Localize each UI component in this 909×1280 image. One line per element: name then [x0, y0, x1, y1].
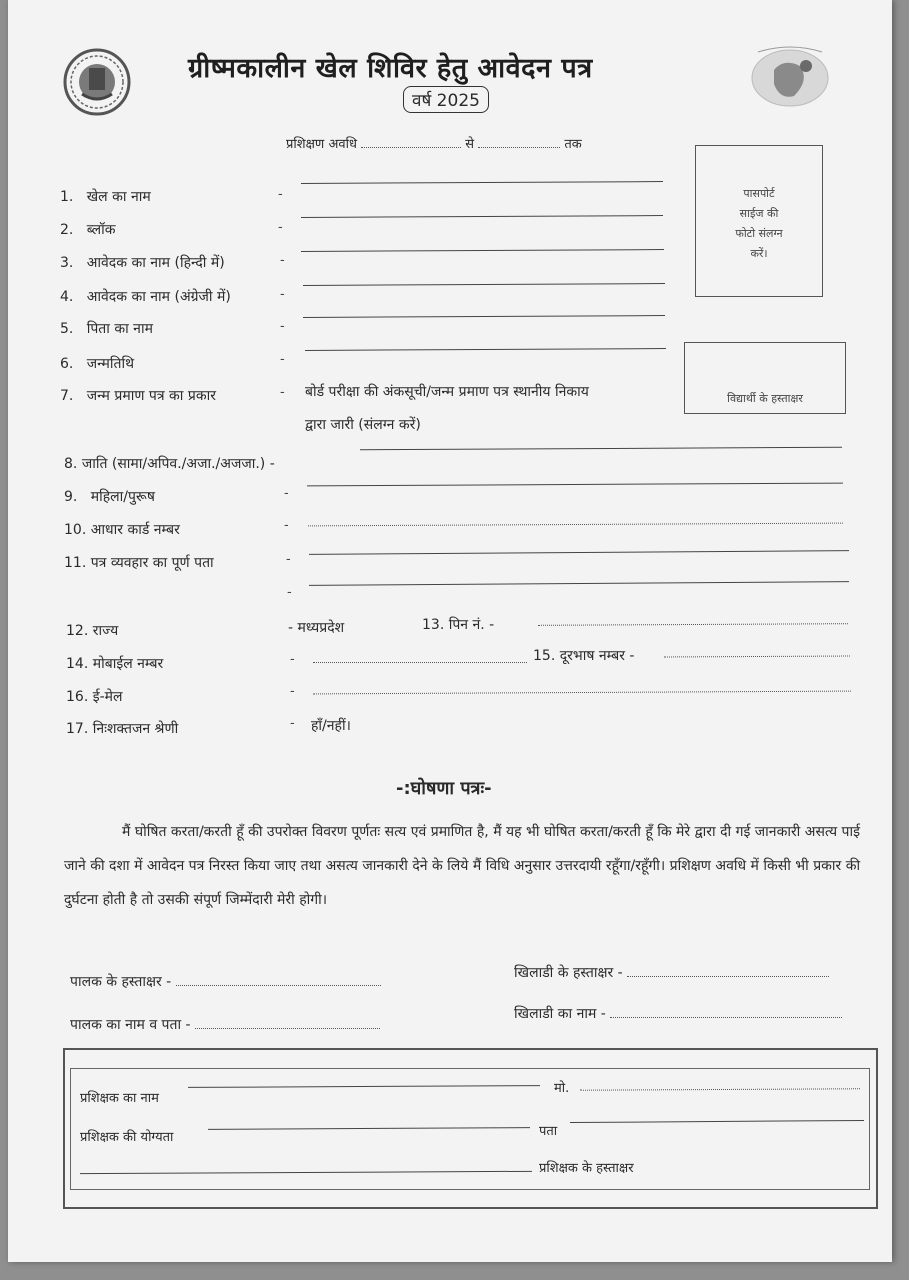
period-from-text: से — [465, 137, 475, 152]
guardian-name-label: पालक का नाम व पता - — [70, 1017, 191, 1033]
field-dash: - — [280, 287, 285, 302]
guardian-signature — [70, 972, 381, 991]
field-num: 17. — [66, 721, 89, 737]
field-address — [64, 553, 214, 572]
disability-options[interactable]: हाँ/नहीं। — [311, 718, 351, 734]
field-label: निःशक्तजन श्रेणी — [92, 721, 179, 737]
field-label: पत्र व्यवहार का पूर्ण पता — [90, 555, 214, 571]
passport-photo-box[interactable] — [695, 145, 823, 297]
player-signature — [514, 963, 829, 982]
block-input-line[interactable] — [301, 215, 663, 218]
field-label: महिला/पुरूष — [90, 489, 155, 505]
field-pin — [422, 615, 494, 634]
field-num: 6. — [60, 356, 74, 372]
field-name-hindi — [60, 253, 225, 272]
sports-department-logo-icon — [744, 40, 836, 108]
field-num: 15. — [533, 648, 556, 664]
field-aadhar — [64, 520, 180, 539]
trainer-qualification-label: प्रशिक्षक की योग्यता — [80, 1130, 174, 1145]
field-num: 7. — [60, 388, 74, 404]
field-num: 14. — [66, 656, 89, 672]
form-title: ग्रीष्मकालीन खेल शिविर हेतु आवेदन पत्र — [188, 53, 593, 84]
period-to-text: तक — [564, 137, 582, 152]
player-name-label: खिलाडी का नाम - — [514, 1006, 606, 1022]
field-dash: - — [280, 385, 285, 400]
field-label: आवेदक का नाम (अंग्रेजी में) — [86, 289, 231, 305]
field-dash: - — [284, 518, 289, 533]
mobile-input-line[interactable] — [313, 662, 527, 663]
field-num: 4. — [60, 289, 74, 305]
sport-name-input-line[interactable] — [301, 181, 663, 184]
field-label: ब्लॉक — [86, 222, 116, 238]
field-gender — [64, 487, 155, 506]
period-from-field[interactable] — [361, 137, 461, 148]
field-dash: - — [278, 187, 283, 202]
student-signature-box[interactable] — [684, 342, 846, 414]
declaration-body: मैं घोषित करता/करती हूँ की उपरोक्त विवरण पूर्णतः सत्य एवं प्रमाणित है, मैं यह भी घोषित करता/करती हूँ कि मेरे द्वारा दी गई जानकारी असत्य पाई जाने की दशा में आवेदन पत्र निरस्त किया जाए तथा असत्य जानकारी देने के लिये मैं विधि अनुसार उत्तरदायी रहूँगा/रहूँगी। प्रशिक्षण अवधि में किसी भी प्रकार की दुर्घटना होती है तो उसकी संपूर्ण जिम्मेंदारी मेरी होगी। — [64, 824, 861, 908]
field-father-name — [60, 319, 153, 338]
email-input-line[interactable] — [313, 691, 851, 695]
field-dash: - — [287, 585, 292, 600]
field-dash: - — [290, 716, 295, 731]
period-label: प्रशिक्षण अवधि — [286, 137, 357, 152]
name-english-input-line[interactable] — [303, 283, 665, 286]
birth-certificate-options-cont: द्वारा जारी (संलग्न करें) — [305, 417, 421, 433]
field-num: 1. — [60, 189, 74, 205]
field-dob — [60, 354, 134, 373]
field-dash: - — [280, 319, 285, 334]
field-block — [60, 220, 115, 239]
field-label: दूरभाष नम्बर - — [559, 648, 635, 664]
field-num: 9. — [64, 489, 78, 505]
field-label: ई-मेल — [92, 689, 123, 705]
application-form-page — [8, 0, 892, 1262]
player-name — [514, 1004, 842, 1023]
period-to-field[interactable] — [478, 137, 560, 148]
field-num: 5. — [60, 321, 74, 337]
student-signature-label: विद्यार्थी के हस्ताक्षर — [727, 392, 803, 405]
field-email — [66, 687, 123, 706]
photo-box-text-1: पासपोर्ट — [743, 187, 775, 200]
field-num: 13. — [422, 617, 445, 633]
dob-input-line[interactable] — [305, 348, 666, 351]
address-input-line-1[interactable] — [309, 550, 849, 555]
field-caste — [64, 454, 275, 473]
father-name-input-line[interactable] — [303, 315, 665, 318]
guardian-signature-field[interactable] — [176, 975, 381, 986]
aadhar-input-line[interactable] — [308, 523, 843, 527]
field-dash: - — [286, 552, 291, 567]
field-num: 12. — [66, 623, 89, 639]
field-phone — [533, 646, 634, 665]
trainer-name-label: प्रशिक्षक का नाम — [80, 1091, 159, 1106]
field-mobile — [66, 654, 163, 673]
field-name-english — [60, 287, 231, 306]
photo-box-text-3: फोटो संलग्न — [735, 227, 783, 240]
guardian-name — [70, 1015, 380, 1034]
gender-input-line[interactable] — [307, 483, 843, 487]
birth-certificate-options: बोर्ड परीक्षा की अंकसूची/जन्म प्रमाण पत्र स्थानीय निकाय — [305, 384, 589, 400]
guardian-name-field[interactable] — [195, 1018, 380, 1029]
field-label: आवेदक का नाम (हिन्दी में) — [86, 255, 225, 271]
field-label: पिता का नाम — [86, 321, 153, 337]
player-signature-field[interactable] — [627, 966, 829, 977]
trainer-signature-label: प्रशिक्षक के हस्ताक्षर — [539, 1161, 634, 1176]
caste-input-line[interactable] — [360, 447, 842, 451]
field-label: जन्मतिथि — [86, 356, 135, 372]
player-name-field[interactable] — [610, 1007, 842, 1018]
photo-box-text-2: साईज की — [739, 207, 779, 220]
trainer-mobile-label: मो. — [554, 1081, 570, 1096]
field-label: राज्य — [92, 623, 119, 639]
state-value: - मध्यप्रदेश — [288, 620, 345, 636]
field-label: जन्म प्रमाण पत्र का प्रकार — [86, 388, 216, 404]
declaration-title: -:घोषणा पत्रः- — [396, 778, 492, 799]
name-hindi-input-line[interactable] — [301, 249, 664, 252]
field-disability — [66, 719, 178, 738]
field-dash: - — [280, 352, 285, 367]
field-label: खेल का नाम — [86, 189, 151, 205]
field-num: 10. — [64, 522, 87, 538]
state-emblem-icon — [62, 48, 132, 116]
year-badge: वर्ष 2025 — [403, 86, 489, 113]
field-num: 3. — [60, 255, 74, 271]
address-input-line-2[interactable] — [309, 581, 849, 586]
pin-input-line[interactable] — [538, 623, 848, 626]
field-num: 2. — [60, 222, 74, 238]
field-dash: - — [290, 652, 295, 667]
trainer-address-label: पता — [539, 1124, 558, 1139]
field-birth-certificate-type — [60, 386, 216, 405]
player-signature-label: खिलाडी के हस्ताक्षर - — [514, 965, 623, 981]
field-dash: - — [278, 220, 283, 235]
field-label: मोबाईल नम्बर — [92, 656, 164, 672]
phone-input-line[interactable] — [664, 656, 850, 658]
field-label: जाति (सामा/अपिव./अजा./अजजा.) - — [81, 456, 275, 472]
field-dash: - — [290, 684, 295, 699]
field-num: 11. — [64, 555, 87, 571]
guardian-signature-label: पालक के हस्ताक्षर - — [70, 974, 172, 990]
declaration-text — [64, 815, 864, 917]
field-dash: - — [284, 486, 289, 501]
field-state — [66, 621, 118, 640]
field-sport-name — [60, 187, 151, 206]
photo-box-text-4: करें। — [750, 247, 768, 260]
field-label: आधार कार्ड नम्बर — [90, 522, 180, 538]
field-num: 16. — [66, 689, 89, 705]
training-period — [286, 134, 582, 152]
field-num: 8. — [64, 456, 78, 472]
field-dash: - — [280, 253, 285, 268]
field-label: पिन नं. - — [448, 617, 495, 633]
